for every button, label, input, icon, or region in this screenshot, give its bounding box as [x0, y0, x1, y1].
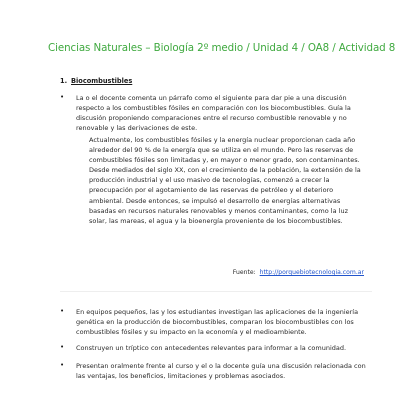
divider	[60, 291, 372, 292]
bullet-text-research: En equipos pequeños, las y los estudiantes investigan las aplicaciones de la ingeniería genética en la producción de biocombustibles, comparan los biocombustibles con los combustibles fósiles y su impacto en la economía y el medioambiente.	[76, 308, 359, 337]
bullet-text-triptych: Construyen un tríptico con antecedentes relevantes para informar a la comunidad.	[76, 344, 347, 352]
quote-paragraph: Actualmente, los combustibles fósiles y la energía nuclear proporcionan cada año alrededor del 90 % de la energía que se utiliza en el mundo. Pero las reservas de combustibles fósiles son limitadas y, en mayor o menor grado, son contaminantes. Desde mediados del siglo XX, con el crecimiento de la población, la extensión de la producción industrial y el uso masivo de tecnologías, comenzó a crecer la preocupación por el agotamiento de las reservas de petróleo y el deterioro ambiental. Desde entonces, se impulsó el desarrollo de energías alternativas basadas en recursos naturales renovables y menos contaminantes, como la luz solar, las mareas, el agua y la bioenergía proveniente de los biocombustibles.	[89, 136, 361, 225]
bullet-marker: •	[60, 361, 65, 369]
bullet-marker: •	[60, 343, 65, 351]
bullet-text-intro: La o el docente comenta un párrafo como el siguiente para dar pie a una discusión respecto a los combustibles fósiles en comparación con los biocombustibles. Guía la discusión proponiendo comparaciones entre el recurso combustible renovable y no renovable y las derivaciones de este.	[76, 94, 351, 133]
bullet-marker: •	[60, 93, 65, 101]
bullet-marker: •	[60, 307, 65, 315]
bullet-text-presentation: Presentan oralmente frente al curso y el o la docente guía una discusión relacionada con las ventajas, los beneficios, limitaciones y problemas asociados.	[76, 362, 366, 381]
section-number: 1.	[60, 77, 68, 85]
source-citation	[233, 269, 364, 276]
page-header: Ciencias Naturales – Biología 2º medio / Unidad 4 / OA8 / Actividad 8	[48, 42, 396, 54]
section-title: Biocombustibles	[71, 77, 133, 85]
source-label: Fuente:	[232, 269, 256, 276]
source-link[interactable]: http://porquebiotecnologia.com.ar	[259, 269, 364, 276]
section-heading	[60, 77, 132, 85]
